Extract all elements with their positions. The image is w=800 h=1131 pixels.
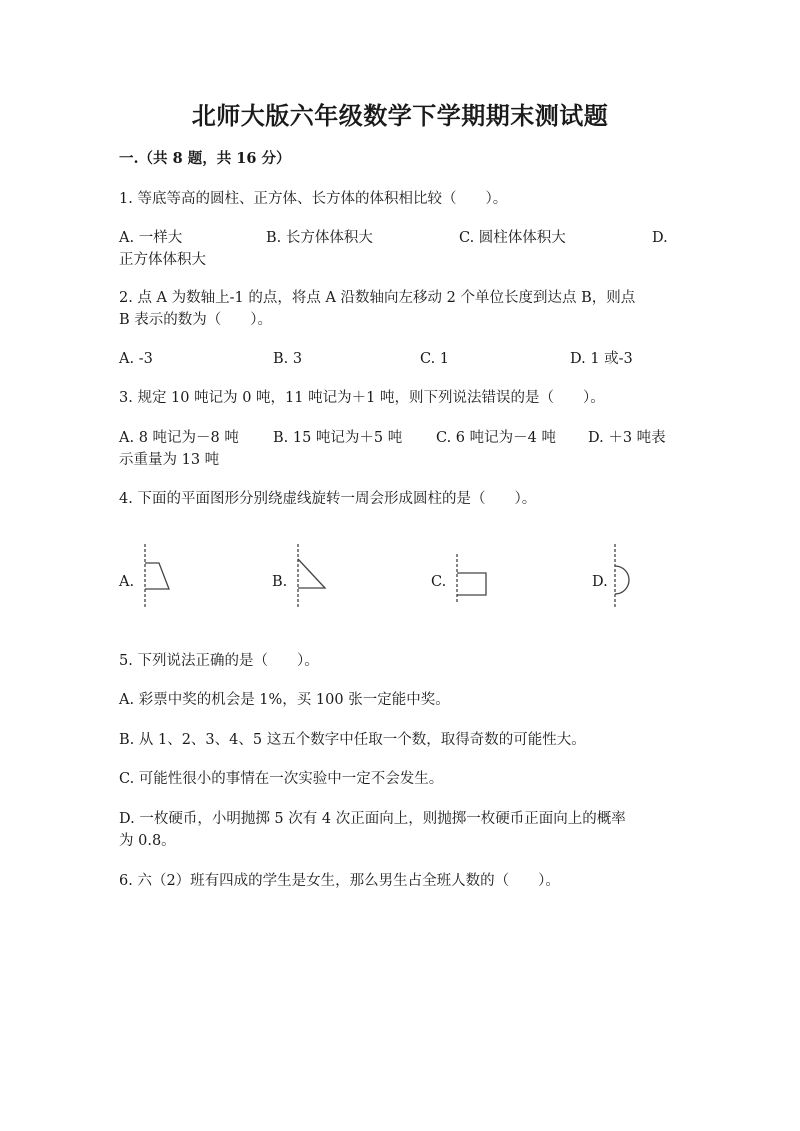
question-3-option-c[interactable]: C. 6 吨记为－4 吨	[436, 430, 556, 446]
question-2-stem-line-1: 2. 点 A 为数轴上-1 的点，将点 A 沿数轴向左移动 2 个单位长度到达点 B，则点	[119, 290, 636, 306]
question-2-option-d[interactable]: D. 1 或-3	[570, 351, 633, 367]
question-4-option-c-label[interactable]: C.	[431, 574, 447, 590]
question-2-stem-line-2: B 表示的数为（ ）。	[119, 312, 273, 328]
question-4-option-b-label[interactable]: B.	[272, 574, 288, 590]
question-2-option-c[interactable]: C. 1	[420, 351, 450, 367]
question-6-stem: 6. 六（2）班有四成的学生是女生，那么男生占全班人数的（ ）。	[119, 873, 560, 889]
question-3-option-d[interactable]: D. ＋3 吨表	[588, 430, 666, 446]
semicircle-figure-icon	[606, 542, 642, 610]
question-5-option-c[interactable]: C. 可能性很小的事情在一次实验中一定不会发生。	[119, 771, 444, 787]
question-5-option-b[interactable]: B. 从 1、2、3、4、5 这五个数字中任取一个数，取得奇数的可能性大。	[119, 732, 586, 748]
rectangle-figure-icon	[448, 552, 492, 604]
triangle-figure-icon	[290, 542, 334, 610]
question-3-option-a[interactable]: A. 8 吨记为－8 吨	[119, 430, 239, 446]
question-1-option-a[interactable]: A. 一样大	[119, 230, 183, 246]
question-4-option-a-label[interactable]: A.	[119, 574, 135, 590]
question-1-stem: 1. 等底等高的圆柱、正方体、长方体的体积相比较（ ）。	[119, 191, 508, 207]
question-1-option-b[interactable]: B. 长方体体积大	[266, 230, 373, 246]
question-3-stem: 3. 规定 10 吨记为 0 吨，11 吨记为＋1 吨，则下列说法错误的是（ ）。	[119, 390, 605, 406]
question-1-option-d-continued: 正方体体积大	[119, 252, 206, 268]
question-2-option-a[interactable]: A. -3	[119, 351, 153, 367]
page-title: 北师大版六年级数学下学期期末测试题	[191, 101, 609, 130]
question-5-stem: 5. 下列说法正确的是（ ）。	[119, 653, 319, 669]
question-5-option-a[interactable]: A. 彩票中奖的机会是 1%，买 100 张一定能中奖。	[119, 692, 450, 708]
question-4-stem: 4. 下面的平面图形分别绕虚线旋转一周会形成圆柱的是（ ）。	[119, 491, 537, 507]
trapezoid-figure-icon	[136, 542, 180, 610]
question-3-option-b[interactable]: B. 15 吨记为＋5 吨	[273, 430, 403, 446]
question-3-option-d-continued: 示重量为 13 吨	[119, 452, 220, 468]
question-1-option-c[interactable]: C. 圆柱体体积大	[459, 230, 566, 246]
question-1-option-d[interactable]: D.	[652, 230, 668, 246]
question-4-option-d-label[interactable]: D.	[592, 574, 608, 590]
question-5-option-d[interactable]: D. 一枚硬币，小明抛掷 5 次有 4 次正面向上，则抛掷一枚硬币正面向上的概率	[119, 811, 626, 827]
question-5-option-d-continued: 为 0.8。	[119, 833, 176, 849]
section-heading: 一.（共 8 题，共 16 分）	[119, 150, 291, 167]
question-2-option-b[interactable]: B. 3	[273, 351, 303, 367]
